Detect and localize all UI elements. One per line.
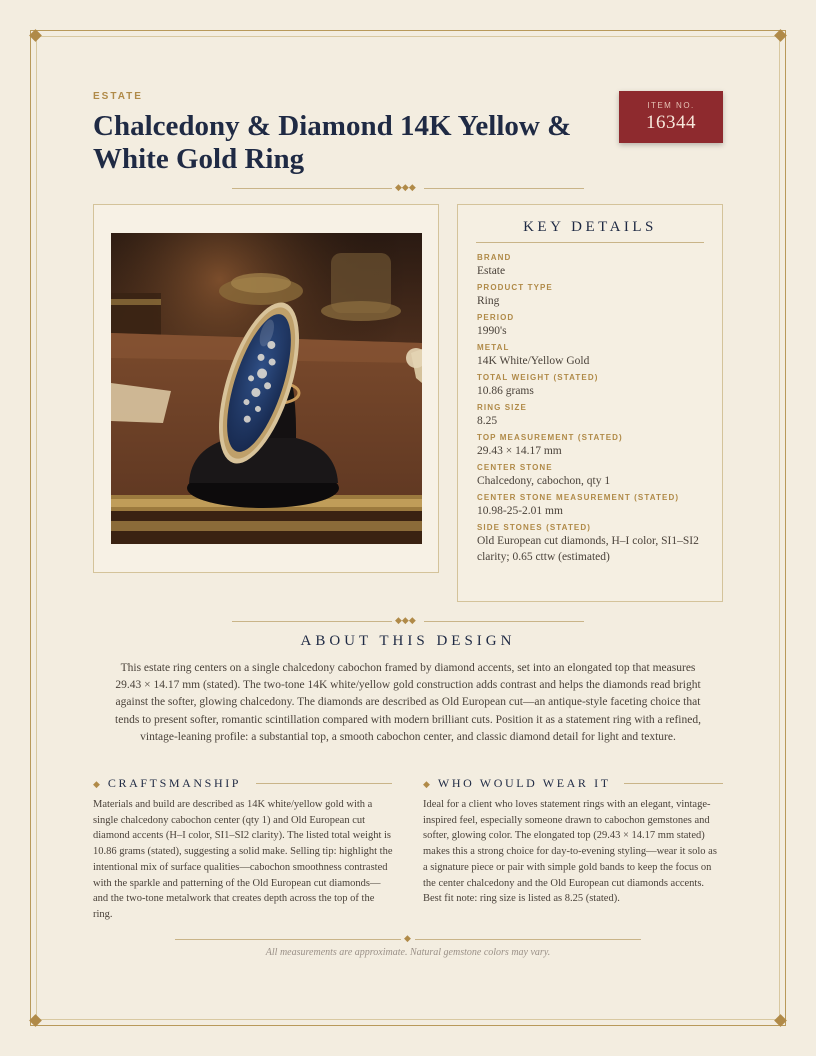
detail-total-weight [477, 372, 709, 399]
item-number-badge [619, 91, 723, 143]
detail-value: 1990's [477, 325, 507, 337]
footer-divider: ◆ [175, 934, 641, 944]
detail-value: 8.25 [477, 415, 498, 427]
detail-side-stones [477, 522, 709, 565]
detail-value: 10.98-25-2.01 mm [477, 505, 563, 517]
detail-label: RING SIZE [477, 403, 527, 412]
detail-product-type [477, 282, 709, 309]
detail-label: PERIOD [477, 313, 515, 322]
who-heading-row [423, 776, 611, 790]
detail-label: BRAND [477, 253, 512, 262]
detail-top-measurement [477, 432, 709, 459]
detail-value: 14K White/Yellow Gold [477, 355, 590, 367]
diamond-bullet-icon: ◆ [423, 779, 430, 789]
who-paragraph: Ideal for a client who loves statement rings with an elegant, vintage-inspired feel, especially someone drawn to cabochon gemstones and softer, glowing color. The elongated top (29.43 × 14.17 mm stated) makes this a strong choice for day-to-evening styling—wear it solo as a signature piece or pair with simple gold bands to keep the focus on the center chalcedony and the Old European cut diamonds accents. Best fit note: ring size is listed as 8.25 (stated). [423, 799, 717, 905]
title-divider: ◆◆◆ [232, 183, 584, 193]
detail-period [477, 312, 709, 339]
detail-value: Ring [477, 295, 500, 307]
footnote: All measurements are approximate. Natural gemstone colors may vary. [265, 947, 551, 958]
detail-label: CENTER STONE MEASUREMENT (STATED) [477, 493, 680, 502]
detail-brand [477, 252, 709, 279]
about-divider: ◆◆◆ [232, 616, 584, 626]
detail-label: TOTAL WEIGHT (STATED) [477, 373, 599, 382]
detail-value: 29.43 × 14.17 mm [477, 445, 562, 457]
craftsmanship-heading-rule [256, 783, 392, 784]
key-details-heading: KEY DETAILS [523, 219, 657, 235]
detail-label: PRODUCT TYPE [477, 283, 553, 292]
who-heading-rule [624, 783, 723, 784]
craftsmanship-paragraph: Materials and build are described as 14K white/yellow gold with a single chalcedony cabochon center (qty 1) and Old European cut diamond accents (H–I color, SI1–SI2 clarity). The listed total weight is 10.86 grams (stated), suggesting a solid make. Selling tip: highlight the intentional mix of surface qualities—cabochon smoothness contrasted with the sparkle and patterning of the Old European cut diamonds—and the two-tone metalwork that creates depth across the top of the ring. [93, 799, 393, 920]
about-heading: ABOUT THIS DESIGN [300, 633, 516, 649]
product-photo-card [93, 204, 439, 573]
product-photo [111, 233, 422, 544]
product-title: Chalcedony & Diamond 14K Yellow & White Gold Ring [93, 110, 572, 175]
item-number-value: 16344 [646, 112, 696, 133]
detail-metal [477, 342, 709, 369]
key-details-card [457, 204, 723, 602]
detail-center-stone [477, 462, 709, 489]
detail-label: METAL [477, 343, 510, 352]
category-eyebrow: ESTATE [93, 91, 143, 102]
detail-label: TOP MEASUREMENT (STATED) [477, 433, 623, 442]
item-number-label: ITEM NO. [647, 101, 695, 110]
detail-value: Old European cut diamonds, H–I color, SI1–SI2 clarity; 0.65 cttw (estimated) [477, 535, 699, 563]
diamond-bullet-icon: ◆ [93, 779, 100, 789]
detail-value: Estate [477, 265, 506, 277]
who-heading: WHO WOULD WEAR IT [437, 776, 611, 790]
detail-ring-size [477, 402, 709, 429]
detail-center-stone-measurement [477, 492, 709, 519]
key-details-rule [476, 242, 704, 243]
craftsmanship-heading-row [93, 776, 241, 790]
craftsmanship-heading: CRAFTSMANSHIP [107, 776, 242, 790]
key-details-list [477, 252, 709, 568]
detail-label: CENTER STONE [477, 463, 553, 472]
detail-value: 10.86 grams [477, 385, 534, 397]
detail-value: Chalcedony, cabochon, qty 1 [477, 475, 611, 487]
about-paragraph: This estate ring centers on a single chalcedony cabochon framed by diamond accents, set into an elongated top that measures 29.43 × 14.17 mm (stated). The two-tone 14K white/yellow gold construction adds contrast and helps the diamonds read bright against the softer, glowing chalcedony. The diamonds are described as Old European cut—an antique-style faceting choice that tends to present softer, romantic scintillation compared with modern brilliant cuts. Position it as a statement ring with a refined, vintage-leaning profile: a substantial top, a smooth cabochon center, and classic diamond detail for light and texture. [115, 662, 701, 743]
detail-label: SIDE STONES (STATED) [477, 523, 592, 532]
